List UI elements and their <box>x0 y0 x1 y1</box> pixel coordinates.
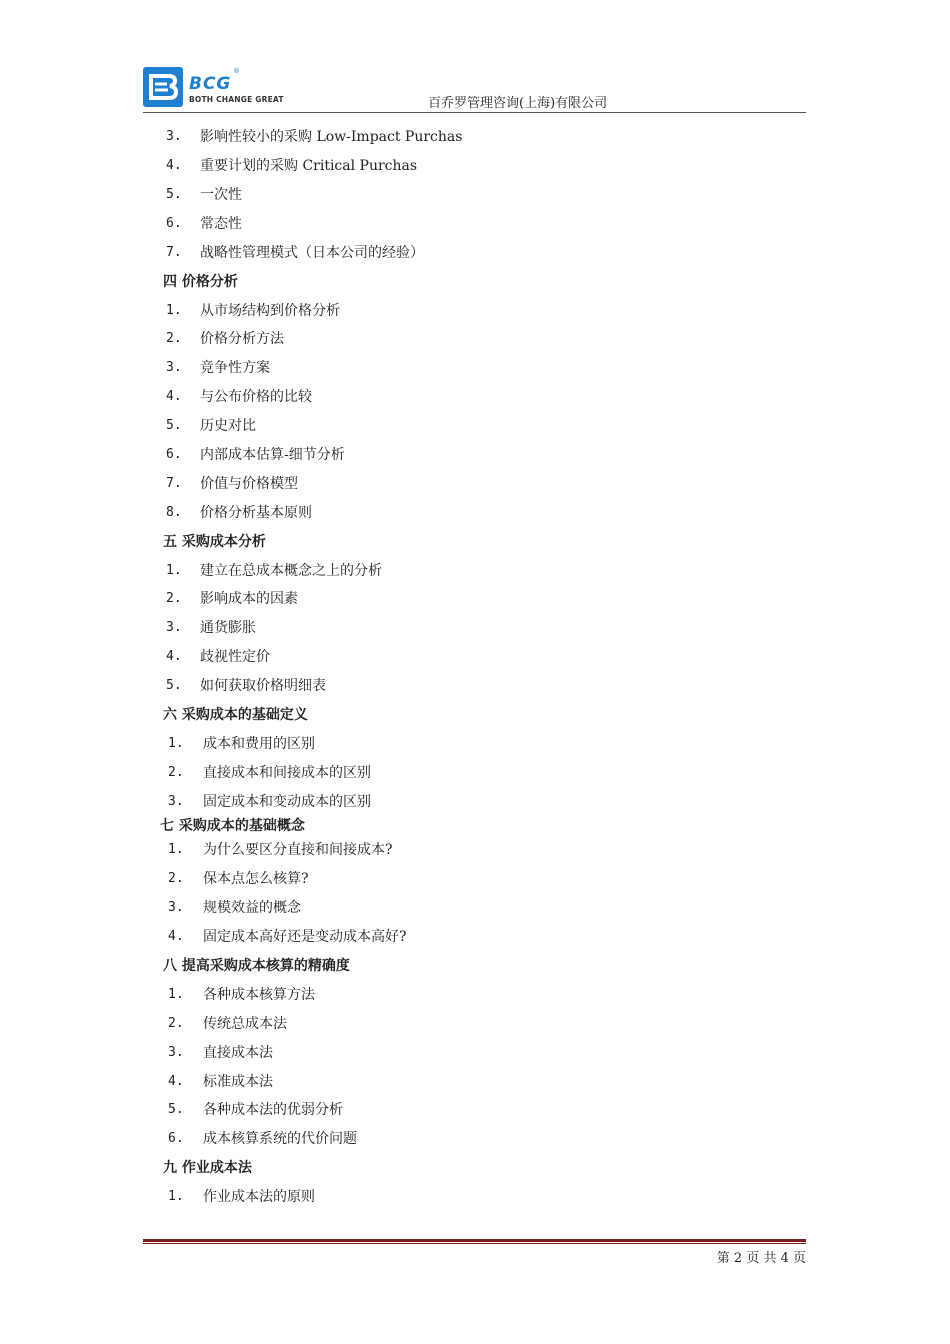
brand-name: BCG <box>189 74 232 94</box>
registered-mark: ® <box>233 67 240 75</box>
page-number: 第 2 页 共 4 页 <box>716 1251 806 1266</box>
section-heading: 六 采购成本的基础定义 <box>163 707 308 723</box>
section-heading: 九 作业成本法 <box>163 1160 252 1176</box>
header-divider <box>143 112 806 113</box>
section-heading: 七 采购成本的基础概念 <box>160 818 305 834</box>
company-name: 百乔罗管理咨询(上海)有限公司 <box>428 96 608 111</box>
brand-tagline: BOTH CHANGE GREAT <box>189 95 284 104</box>
footer-divider-thin <box>143 1243 806 1244</box>
section-heading: 四 价格分析 <box>163 274 238 290</box>
bcg-logo <box>143 67 283 109</box>
section-heading: 五 采购成本分析 <box>163 534 266 550</box>
section-heading: 八 提高采购成本核算的精确度 <box>163 958 350 974</box>
footer-divider-thick <box>143 1239 806 1242</box>
bcg-logo-mark-icon <box>143 67 183 107</box>
